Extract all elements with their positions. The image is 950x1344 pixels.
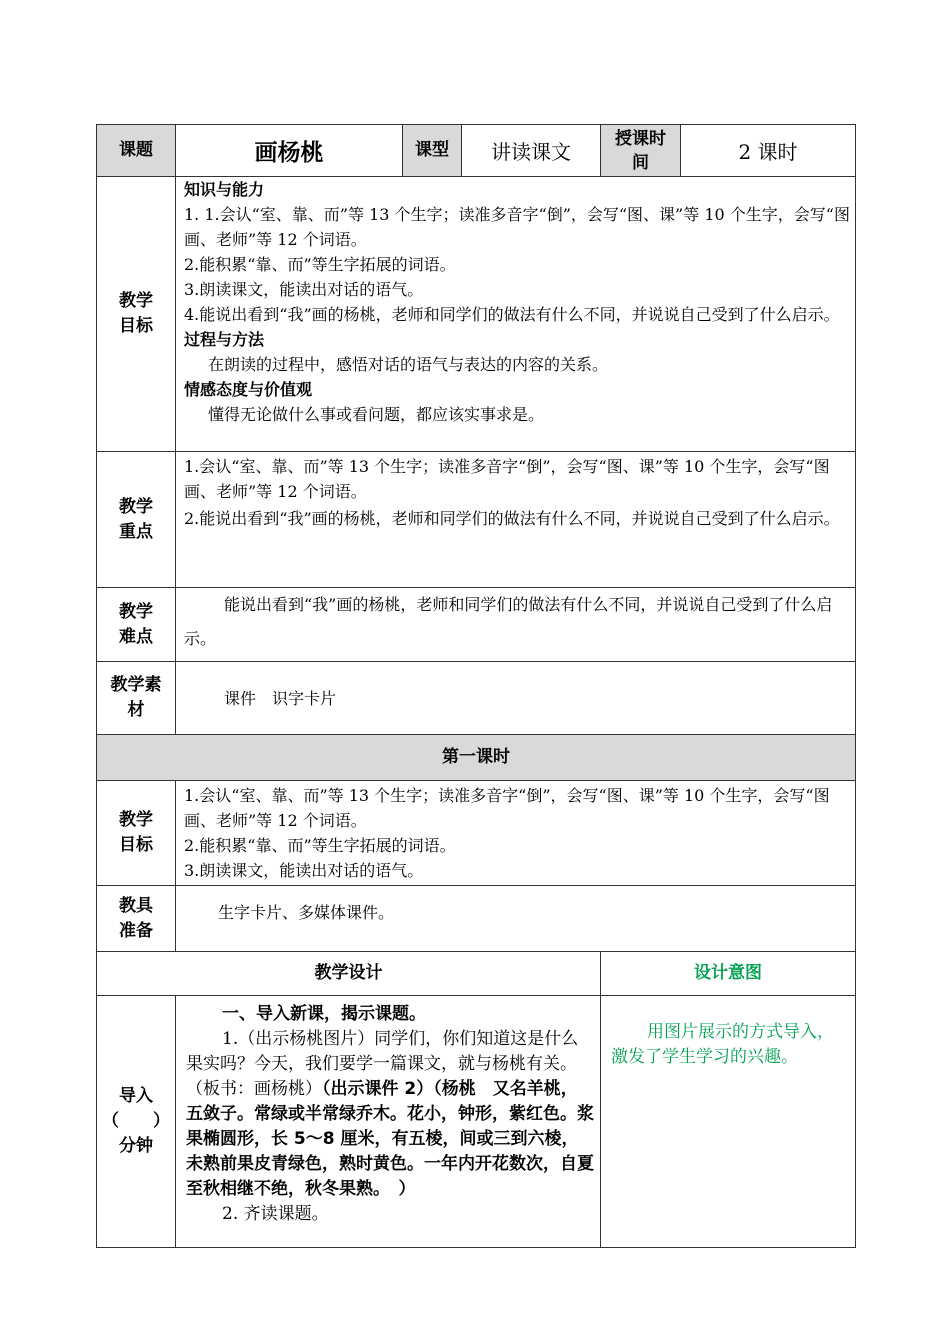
intro-content [176, 996, 601, 1248]
materials-row [97, 662, 856, 735]
difficulties-text: 能说出看到“我”画的杨桃，老师和同学们的做法有什么不同，并说说自己受到了什么启示。 [184, 595, 833, 648]
difficulties-row [97, 588, 856, 662]
intro-row [97, 996, 856, 1248]
lesson1-goal-2: 2.能积累“靠、而”等生字拓展的词语。 [184, 836, 456, 855]
lesson1-goals-row [97, 781, 856, 886]
tools-text: 生字卡片、多媒体课件。 [218, 903, 395, 922]
lesson1-goal-1: 1.会认“室、靠、而”等 13 个生字；读准多音字“倒”，会写“图、课”等 10 个生字，会写“图画、老师”等 12 个词语。 [184, 786, 830, 830]
materials-content [176, 662, 856, 735]
type-label: 课型 [403, 125, 462, 177]
intro-label-line3: 分钟 [119, 1136, 153, 1156]
intro-p1-normal: 1.（出示杨桃图片）同学们，你们知道这是什么果实吗？今天，我们要学一篇课文，就与杨桃有关。（板书：画杨桃） [186, 1029, 579, 1099]
goals-label: 教学目标 [97, 177, 176, 452]
lesson1-goal-3: 3.朗读课文，能读出对话的语气。 [184, 861, 424, 880]
goals-item-1: 1. 1.会认“室、靠、而”等 13 个生字；读准多音字“倒”，会写“图、课”等 10 个生字，会写“图画、老师”等 12 个词语。 [184, 205, 850, 249]
lesson-plan-table [96, 124, 856, 1248]
header-row [97, 125, 856, 177]
time-value: 2 课时 [681, 125, 856, 177]
goals-section2-text: 在朗读的过程中，感悟对话的语气与表达的内容的关系。 [208, 355, 609, 374]
type-value: 讲读课文 [462, 125, 601, 177]
tools-content [176, 886, 856, 952]
goals-section1-title: 知识与能力 [184, 180, 265, 199]
goals-item-2: 2.能积累“靠、而”等生字拓展的词语。 [184, 255, 456, 274]
intent-label: 设计意图 [601, 952, 856, 996]
topic-label: 课题 [97, 125, 176, 177]
key-point-2: 2.能说出看到“我”画的杨桃，老师和同学们的做法有什么不同，并说说自己受到了什么启示。 [184, 509, 840, 528]
key-points-row [97, 452, 856, 588]
key-points-content [176, 452, 856, 588]
goals-row [97, 177, 856, 452]
materials-text: 课件 识字卡片 [224, 688, 337, 708]
design-header-row [97, 952, 856, 996]
intro-p1-bold: （出示课件 2）（杨桃 又名羊桃，五敛子。常绿或半常绿乔木。花小，钟形，紫红色。浆果椭圆形，长 5～8 厘米，有五棱，间或三到六棱，未熟前果皮青绿色，熟时黄色。一年内开花数次，自夏至秋相继不绝，秋冬果熟。 ） [186, 1079, 594, 1199]
goals-content [176, 177, 856, 452]
intro-paragraph-1 [186, 1027, 594, 1202]
intro-label-line1: 导入 [119, 1086, 153, 1106]
intro-label-line2: （ ） [102, 1111, 170, 1131]
topic-value: 画杨桃 [176, 125, 403, 177]
lesson1-title: 第一课时 [97, 735, 856, 781]
materials-label: 教学素材 [97, 662, 176, 735]
lesson1-goals-content [176, 781, 856, 886]
intro-heading: 一、导入新课，揭示课题。 [222, 1004, 426, 1024]
goals-section2-title: 过程与方法 [184, 330, 265, 349]
lesson-plan-document [96, 124, 855, 1248]
goals-section3-title: 情感态度与价值观 [184, 380, 313, 399]
time-label: 授课时间 [601, 125, 681, 177]
goals-section3-text: 懂得无论做什么事或看问题，都应该实事求是。 [208, 405, 545, 424]
tools-label: 教具准备 [97, 886, 176, 952]
intro-intent-text: 用图片展示的方式导入，激发了学生学习的兴趣。 [611, 1022, 834, 1067]
tools-row [97, 886, 856, 952]
difficulties-label: 教学难点 [97, 588, 176, 662]
design-label: 教学设计 [97, 952, 601, 996]
lesson1-goals-label: 教学目标 [97, 781, 176, 886]
intro-label [97, 996, 176, 1248]
key-points-label: 教学重点 [97, 452, 176, 588]
key-point-1: 1.会认“室、靠、而”等 13 个生字；读准多音字“倒”，会写“图、课”等 10 个生字，会写“图画、老师”等 12 个词语。 [184, 457, 830, 501]
goals-item-4: 4.能说出看到“我”画的杨桃，老师和同学们的做法有什么不同，并说说自己受到了什么启示。 [184, 305, 840, 324]
difficulties-content [176, 588, 856, 662]
goals-item-3: 3.朗读课文，能读出对话的语气。 [184, 280, 424, 299]
intro-intent [601, 996, 856, 1248]
lesson1-title-row [97, 735, 856, 781]
intro-paragraph-2: 2. 齐读课题。 [222, 1204, 329, 1224]
